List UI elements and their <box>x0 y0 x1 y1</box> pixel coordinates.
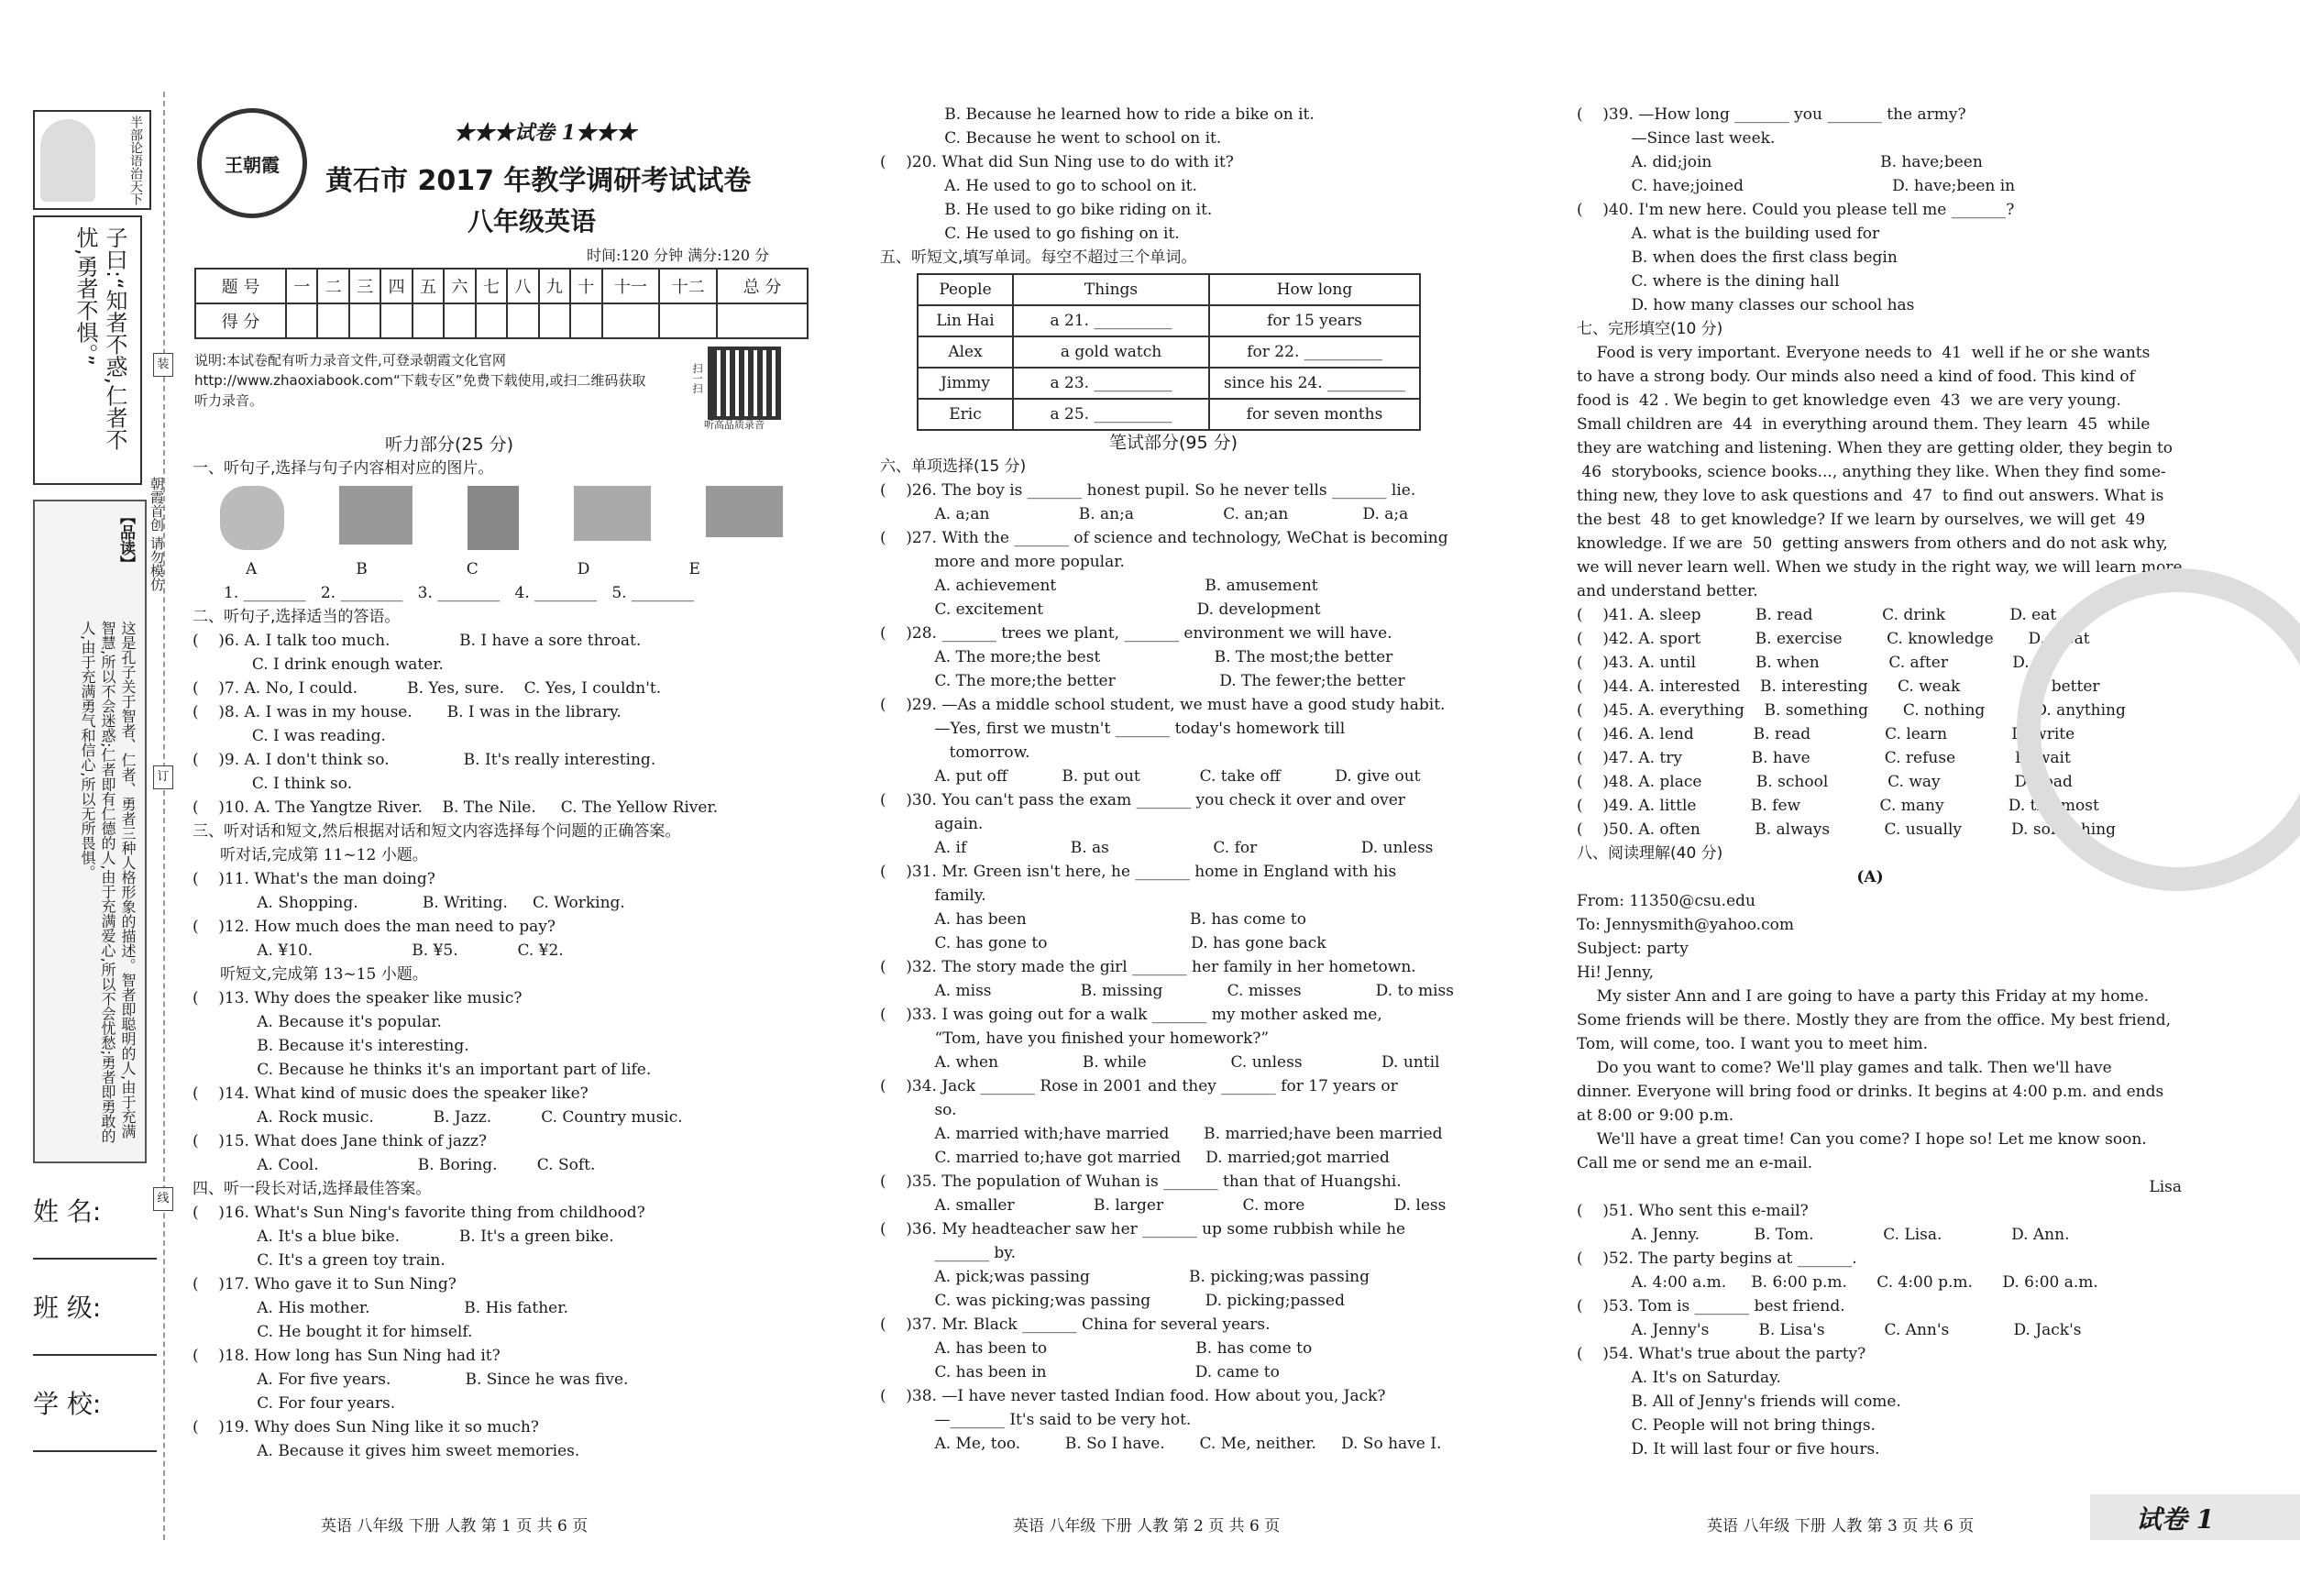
question-line: A. Me, too. B. So I have. C. Me, neither. D. So have I. <box>880 1435 1442 1453</box>
footer-page-3: 英语 八年级 下册 人教 第 3 页 共 6 页 <box>1707 1517 1975 1535</box>
question-line: A. when B. while C. unless D. until <box>880 1053 1440 1072</box>
score-input[interactable] <box>570 303 601 338</box>
score-cell: 十 <box>570 269 601 303</box>
score-input[interactable] <box>413 303 444 338</box>
question-line: ( )16. What's Sun Ning's favorite thing from childhood? <box>193 1204 645 1222</box>
table-row <box>918 305 1420 336</box>
footer-corner-badge <box>2090 1494 2300 1540</box>
listening-table <box>917 273 1421 431</box>
motto-text: 子曰:“知者不惑,仁者不忧,勇者不惧。” <box>72 226 127 451</box>
table-header-cell: Things <box>1013 274 1209 305</box>
score-cell: 九 <box>539 269 570 303</box>
score-input[interactable] <box>539 303 570 338</box>
question-line: A. put off B. put out C. take off D. give out <box>880 767 1421 786</box>
cloze-passage <box>1577 341 2200 603</box>
question-line: ( )7. A. No, I could. B. Yes, sure. C. Yes, I couldn't. <box>193 679 662 698</box>
score-input[interactable] <box>380 303 412 338</box>
qr-side-label: 扫一扫 <box>691 363 703 393</box>
footer-page-1: 英语 八年级 下册 人教 第 1 页 共 6 页 <box>321 1517 589 1535</box>
passage-line: food is 42 . We begin to get knowledge even 43 we are very young. <box>1577 391 2121 410</box>
section-6-heading: 六、单项选择(15 分) <box>880 457 1027 476</box>
question-line: again. <box>880 815 984 833</box>
exam-badge: ★★★试卷 1★★★ <box>454 121 636 145</box>
score-cell: 七 <box>476 269 507 303</box>
question-line: ( )27. With the _______ of science and technology, WeChat is becoming <box>880 529 1448 547</box>
email-line: Some friends will be there. Mostly they are from the office. My best friend, <box>1577 1011 2172 1029</box>
question-line: C. I think so. <box>193 775 353 793</box>
score-input[interactable] <box>659 303 717 338</box>
question-line: C. married to;have got married D. married;got married <box>880 1149 1390 1167</box>
qr-caption: 听高品质录音 <box>704 419 765 431</box>
question-line: ( )53. Tom is _______ best friend. <box>1577 1297 1845 1315</box>
question-line: ( )40. I'm new here. Could you please tell me _______? <box>1577 201 2015 219</box>
question-line: A. Jenny's B. Lisa's C. Ann's D. Jack's <box>1577 1321 2082 1339</box>
question-line: C. I was reading. <box>193 727 386 745</box>
side-vertical-text: 朝霞首创 请勿模仿 <box>149 477 165 591</box>
score-input[interactable] <box>317 303 348 338</box>
confucius-illustration <box>40 119 95 202</box>
option-line: ( )46. A. lend B. read C. learn D. write <box>1577 725 2075 743</box>
question-line: B. All of Jenny's friends will come. <box>1577 1392 1901 1411</box>
passage-line: we will never learn well. When we study in the right way, we will learn more <box>1577 558 2183 577</box>
email-passage <box>1577 889 2200 1175</box>
school-label: 学 校: <box>33 1389 102 1419</box>
score-input[interactable] <box>349 303 380 338</box>
exam-title: 黄石市 2017 年教学调研考试试卷 <box>325 165 752 197</box>
sidebar-top-label: 半部论语治天下 <box>128 116 143 205</box>
question-line: A. The more;the best B. The most;the better <box>880 648 1393 666</box>
table-row <box>918 368 1420 399</box>
note-text: 说明:本试卷配有听力录音文件,可登录朝霞文化官网http://www.zhaoxiabook.com“下载专区”免费下载使用,或扫二维码获取听力录音。 <box>194 352 646 409</box>
question-line: A. what is the building used for <box>1577 225 1880 243</box>
binding-seal-1: 装 <box>153 353 173 377</box>
table-cell: for 15 years <box>1209 305 1420 336</box>
question-line: ( )15. What does Jane think of jazz? <box>193 1132 488 1150</box>
column-1 <box>193 433 871 1463</box>
question-line: C. was picking;was passing D. picking;passed <box>880 1292 1345 1310</box>
question-line: A. achievement B. amusement <box>880 577 1318 595</box>
question-line: tomorrow. <box>880 743 1030 762</box>
man-picture <box>468 486 519 550</box>
passage-line: and understand better. <box>1577 582 1758 600</box>
footer-page-2: 英语 八年级 下册 人教 第 2 页 共 6 页 <box>1013 1517 1281 1535</box>
table-header-cell: People <box>918 274 1013 305</box>
section-5-heading: 五、听短文,填写单词。每空不超过三个单词。 <box>880 248 1197 267</box>
question-line: ( )8. A. I was in my house. B. I was in the library. <box>193 703 622 721</box>
question-line: A. It's a blue bike. B. It's a green bike. <box>193 1227 614 1246</box>
question-line: A. miss B. missing C. misses D. to miss <box>880 982 1454 1000</box>
table-cell: a gold watch <box>1013 336 1209 368</box>
option-line: ( )41. A. sleep B. read C. drink D. eat <box>1577 606 2057 624</box>
question-line: A. Shopping. B. Writing. C. Working. <box>193 894 625 912</box>
email-line: From: 11350@csu.edu <box>1577 892 1755 910</box>
option-line: ( )42. A. sport B. exercise C. knowledge D. meat <box>1577 630 2090 648</box>
table-header <box>918 274 1420 305</box>
school-field[interactable] <box>33 1384 161 1480</box>
option-line: ( )47. A. try B. have C. refuse D. wait <box>1577 749 2071 767</box>
section-8-heading: 八、阅读理解(40 分) <box>1577 844 1723 863</box>
email-line: To: Jennysmith@yahoo.com <box>1577 916 1794 934</box>
question-line: ( )12. How much does the man need to pay? <box>193 918 556 936</box>
picture-label: D <box>577 560 590 578</box>
mountain-picture <box>706 486 783 537</box>
question-line: D. It will last four or five hours. <box>1577 1440 1880 1458</box>
great-wall-picture <box>339 486 413 545</box>
question-line: C. has gone to D. has gone back <box>880 934 1326 952</box>
table-row <box>918 336 1420 368</box>
answer-blanks[interactable]: 1. ________ 2. ________ 3. ________ 4. ________ 5. ________ <box>224 584 694 602</box>
table-cell: Jimmy <box>918 368 1013 399</box>
email-line: Call me or send me an e-mail. <box>1577 1154 1813 1172</box>
question-line: ( )54. What's true about the party? <box>1577 1345 1866 1363</box>
table-cell[interactable]: for 22. __________ <box>1209 336 1420 368</box>
question-line: ( )18. How long has Sun Ning had it? <box>193 1347 501 1365</box>
email-line: We'll have a great time! Can you come? I hope so! Let me know soon. <box>1577 1130 2147 1149</box>
question-line: B. Because it's interesting. <box>193 1037 469 1055</box>
question-line: A. His mother. B. His father. <box>193 1299 568 1317</box>
question-line: A. did;join B. have;been <box>1577 153 1983 171</box>
table-cell[interactable]: a 23. __________ <box>1013 368 1209 399</box>
question-line: A. It's on Saturday. <box>1577 1369 1781 1387</box>
question-line: A. 4:00 a.m. B. 6:00 p.m. C. 4:00 p.m. D. 6:00 a.m. <box>1577 1273 2098 1292</box>
email-line: Subject: party <box>1577 940 1689 958</box>
section-4-heading: 四、听一段长对话,选择最佳答案。 <box>193 1180 432 1198</box>
score-cell: 题 号 <box>195 269 286 303</box>
score-cell: 八 <box>507 269 538 303</box>
question-line: C. He bought it for himself. <box>193 1323 473 1341</box>
question-line: A. Cool. B. Boring. C. Soft. <box>193 1156 596 1174</box>
question-line: ( )52. The party begins at _______. <box>1577 1249 1857 1268</box>
question-line: ( )39. —How long _______ you _______ the army? <box>1577 105 1966 124</box>
question-line: ( )37. Mr. Black _______ China for several years. <box>880 1315 1271 1334</box>
question-line: C. He used to go fishing on it. <box>880 225 1180 243</box>
exam-time: 时间:120 分钟 满分:120 分 <box>587 247 770 264</box>
score-input[interactable] <box>476 303 507 338</box>
option-line: ( )50. A. often B. always C. usually D. something <box>1577 820 2117 839</box>
option-line: ( )45. A. everything B. something C. nothing D. anything <box>1577 701 2126 720</box>
score-input[interactable] <box>286 303 317 338</box>
question-line: ( )28. _______ trees we plant, _______ environment we will have. <box>880 624 1392 643</box>
question-line: A. Rock music. B. Jazz. C. Country music. <box>193 1108 683 1127</box>
question-line: ( )19. Why does Sun Ning like it so much? <box>193 1418 539 1436</box>
question-line: ( )10. A. The Yangtze River. B. The Nile. C. The Yellow River. <box>193 798 719 817</box>
pinzhi-box <box>33 500 147 1163</box>
name-field[interactable] <box>33 1192 161 1288</box>
section-2-heading: 二、听句子,选择适当的答语。 <box>193 608 401 626</box>
question-line: more and more popular. <box>880 553 1125 571</box>
score-input[interactable] <box>717 303 808 338</box>
passage-line: knowledge. If we are 50 getting answers from others and do not ask why, <box>1577 534 2168 553</box>
question-line: ( )26. The boy is _______ honest pupil. So he never tells _______ lie. <box>880 481 1416 500</box>
option-line: ( )49. A. little B. few C. many D. the most <box>1577 797 2099 815</box>
table-cell[interactable]: a 25. __________ <box>1013 399 1209 430</box>
question-line: C. Because he thinks it's an important part of life. <box>193 1061 652 1079</box>
question-line: so. <box>880 1101 957 1119</box>
question-line: ( )11. What's the man doing? <box>193 870 435 888</box>
question-line: ( )9. A. I don't think so. B. It's really interesting. <box>193 751 656 769</box>
email-line: at 8:00 or 9:00 p.m. <box>1577 1106 1734 1125</box>
binding-seal-3: 线 <box>153 1187 173 1211</box>
question-line: 听对话,完成第 11~12 小题。 <box>220 846 428 864</box>
class-label: 班 级: <box>33 1293 102 1323</box>
question-line: C. The more;the better D. The fewer;the better <box>880 672 1405 690</box>
question-line: C. excitement D. development <box>880 600 1321 619</box>
question-line: ( )32. The story made the girl _______ her family in her hometown. <box>880 958 1416 976</box>
question-line: ( )20. What did Sun Ning use to do with it? <box>880 153 1234 171</box>
score-input[interactable] <box>444 303 475 338</box>
reading-questions <box>1577 1199 2200 1461</box>
question-line: —_______ It's said to be very hot. <box>880 1411 1192 1429</box>
question-line: A. pick;was passing B. picking;was passing <box>880 1268 1370 1286</box>
question-line: A. if B. as C. for D. unless <box>880 839 1434 857</box>
score-cell: 四 <box>380 269 412 303</box>
motto-box <box>33 215 142 485</box>
qr-code[interactable] <box>708 347 781 420</box>
section-1-heading: 一、听句子,选择与句子内容相对应的图片。 <box>193 459 494 478</box>
question-line: family. <box>880 886 986 905</box>
question-line: _______ by. <box>880 1244 1016 1262</box>
table-cell: Eric <box>918 399 1013 430</box>
section-7-heading: 七、完形填空(10 分) <box>1577 320 1723 338</box>
question-line: A. has been B. has come to <box>880 910 1306 929</box>
picture-label: B <box>356 560 368 578</box>
passage-line: 46 storybooks, science books..., anything they like. When they find some- <box>1577 463 2166 481</box>
logo <box>197 108 307 218</box>
option-line: ( )48. A. place B. school C. way D. road <box>1577 773 2073 791</box>
question-line: ( )13. Why does the speaker like music? <box>193 989 523 1007</box>
passage-line: the best 48 to get knowledge? If we learn by ourselves, we will get 49 <box>1577 511 2151 529</box>
score-input[interactable] <box>507 303 538 338</box>
question-line: ( )38. —I have never tasted Indian food. How about you, Jack? <box>880 1387 1386 1405</box>
score-cell: 十一 <box>602 269 660 303</box>
question-line: A. smaller B. larger C. more D. less <box>880 1196 1447 1215</box>
passage-line: Food is very important. Everyone needs to 41 well if he or she wants <box>1577 344 2151 362</box>
score-input[interactable] <box>602 303 660 338</box>
single-choice-list-cont <box>1577 103 2200 317</box>
question-line: 听短文,完成第 13~15 小题。 <box>220 965 428 984</box>
score-row-values[interactable] <box>195 303 808 338</box>
question-line: —Yes, first we mustn't _______ today's homework till <box>880 720 1346 738</box>
picture-row <box>220 486 871 557</box>
score-row-header <box>195 269 808 303</box>
picture-label: A <box>246 560 258 578</box>
question-line: B. when does the first class begin <box>1577 248 1898 267</box>
question-line: B. Because he learned how to ride a bike on it. <box>880 105 1315 124</box>
sidebar-top-box <box>33 110 151 210</box>
question-line: —Since last week. <box>1577 129 1776 148</box>
table-cell: Alex <box>918 336 1013 368</box>
pinzhi-text: 这是孔子关于智者、仁者、勇者三种人格形象的描述。智者即聪明的人,由于充满智慧,所以不会迷惑;仁者即有仁德的人,由于充满爱心,所以不会忧愁;勇者即勇敢的人,由于充满勇气和信心,所以无所畏惧。 <box>79 621 137 1144</box>
question-line: C. have;joined D. have;been in <box>1577 177 2016 195</box>
question-line: A. Because it gives him sweet memories. <box>193 1442 580 1460</box>
question-line: ( )29. —As a middle school student, we must have a good study habit. <box>880 696 1446 714</box>
question-line: A. ¥10. B. ¥5. C. ¥2. <box>193 941 564 960</box>
question-line: D. how many classes our school has <box>1577 296 1915 314</box>
question-line: A. a;an B. an;a C. an;an D. a;a <box>880 505 1409 523</box>
question-line: ( )34. Jack _______ Rose in 2001 and they _______ for 17 years or <box>880 1077 1398 1095</box>
passage-line: they are watching and listening. When they are getting older, they begin to <box>1577 439 2173 457</box>
question-line: A. married with;have married B. married;have been married <box>880 1125 1443 1143</box>
question-line: ( )33. I was going out for a walk _______ my mother asked me, <box>880 1006 1382 1024</box>
picture-label: E <box>688 560 700 578</box>
question-line: ( )6. A. I talk too much. B. I have a sore throat. <box>193 632 642 650</box>
question-line: C. For four years. <box>193 1394 396 1413</box>
question-line: C. I drink enough water. <box>193 655 444 674</box>
question-line: A. He used to go to school on it. <box>880 177 1197 195</box>
written-title: 笔试部分(95 分) <box>1108 433 1238 453</box>
email-line: dinner. Everyone will bring food or drinks. It begins at 4:00 p.m. and ends <box>1577 1083 2164 1101</box>
passage-line: to have a strong body. Our minds also need a kind of food. This kind of <box>1577 368 2135 386</box>
table-cell: for seven months <box>1209 399 1420 430</box>
email-line: My sister Ann and I are going to have a party this Friday at my home. <box>1577 987 2150 1006</box>
logo-text: 王朝霞 <box>225 153 280 176</box>
class-field[interactable] <box>33 1288 161 1384</box>
exam-subtitle: 八年级英语 <box>468 206 597 237</box>
score-cell: 三 <box>349 269 380 303</box>
score-cell: 十二 <box>659 269 717 303</box>
option-line: ( )43. A. until B. when C. after D. so <box>1577 654 2052 672</box>
question-line: ( )36. My headteacher saw her _______ up some rubbish while he <box>880 1220 1406 1238</box>
tree-picture <box>574 486 651 541</box>
student-info <box>33 1192 161 1480</box>
question-line: “Tom, have you finished your homework?” <box>880 1029 1270 1048</box>
score-cell: 得 分 <box>195 303 286 338</box>
question-line: A. For five years. B. Since he was five. <box>193 1370 629 1389</box>
table-cell[interactable]: since his 24. __________ <box>1209 368 1420 399</box>
question-line: C. has been in D. came to <box>880 1363 1280 1381</box>
question-line: ( )35. The population of Wuhan is _______ than that of Huangshi. <box>880 1172 1402 1191</box>
question-line: ( )14. What kind of music does the speaker like? <box>193 1084 589 1103</box>
question-line: A. has been to B. has come to <box>880 1339 1313 1358</box>
section-3-heading: 三、听对话和短文,然后根据对话和短文内容选择每个问题的正确答案。 <box>193 822 681 841</box>
score-cell: 五 <box>413 269 444 303</box>
question-line: C. It's a green toy train. <box>193 1251 446 1270</box>
name-label: 姓 名: <box>33 1196 102 1227</box>
question-line: A. Jenny. B. Tom. C. Lisa. D. Ann. <box>1577 1226 2070 1244</box>
picture-label: C <box>466 560 479 578</box>
score-cell: 二 <box>317 269 348 303</box>
passage-line: thing new, they love to ask questions and 47 to find out answers. What is <box>1577 487 2164 505</box>
question-line: ( )51. Who sent this e-mail? <box>1577 1202 1809 1220</box>
picture-labels <box>246 557 871 581</box>
email-line: Hi! Jenny, <box>1577 963 1655 982</box>
panda-picture <box>220 486 284 550</box>
score-cell: 一 <box>286 269 317 303</box>
question-line: A. Because it's popular. <box>193 1013 442 1031</box>
option-line: ( )44. A. interested B. interesting C. weak D. better <box>1577 677 2100 696</box>
table-cell: Lin Hai <box>918 305 1013 336</box>
table-header-cell: How long <box>1209 274 1420 305</box>
passage-line: Small children are 44 in everything around them. They learn 45 while <box>1577 415 2151 434</box>
table-row <box>918 399 1420 430</box>
question-line: ( )30. You can't pass the exam _______ you check it over and over <box>880 791 1405 809</box>
score-cell: 六 <box>444 269 475 303</box>
question-line: C. where is the dining hall <box>1577 272 1840 291</box>
score-cell: 总 分 <box>717 269 808 303</box>
question-line: ( )17. Who gave it to Sun Ning? <box>193 1275 457 1293</box>
footer-corner-text: 试卷 1 <box>2136 1504 2215 1535</box>
question-line: C. People will not bring things. <box>1577 1416 1876 1435</box>
binding-seal-2: 订 <box>153 765 173 789</box>
email-line: Do you want to come? We'll play games and talk. Then we'll have <box>1577 1059 2112 1077</box>
score-table <box>194 268 809 339</box>
question-line: C. Because he went to school on it. <box>880 129 1222 148</box>
listening-title: 听力部分(25 分) <box>384 435 514 455</box>
table-cell[interactable]: a 21. __________ <box>1013 305 1209 336</box>
question-line: ( )31. Mr. Green isn't here, he _______ home in England with his <box>880 863 1397 881</box>
pinzhi-title: 【品读】 <box>116 509 135 571</box>
single-choice-list <box>880 479 1522 1456</box>
passage-label: (A) <box>1856 868 1884 886</box>
question-line: B. He used to go bike riding on it. <box>880 201 1213 219</box>
column-2 <box>880 103 1522 1456</box>
signature: Lisa <box>2149 1178 2182 1196</box>
binding-line <box>163 92 165 1540</box>
email-line: Tom, will come, too. I want you to meet him. <box>1577 1035 1929 1053</box>
